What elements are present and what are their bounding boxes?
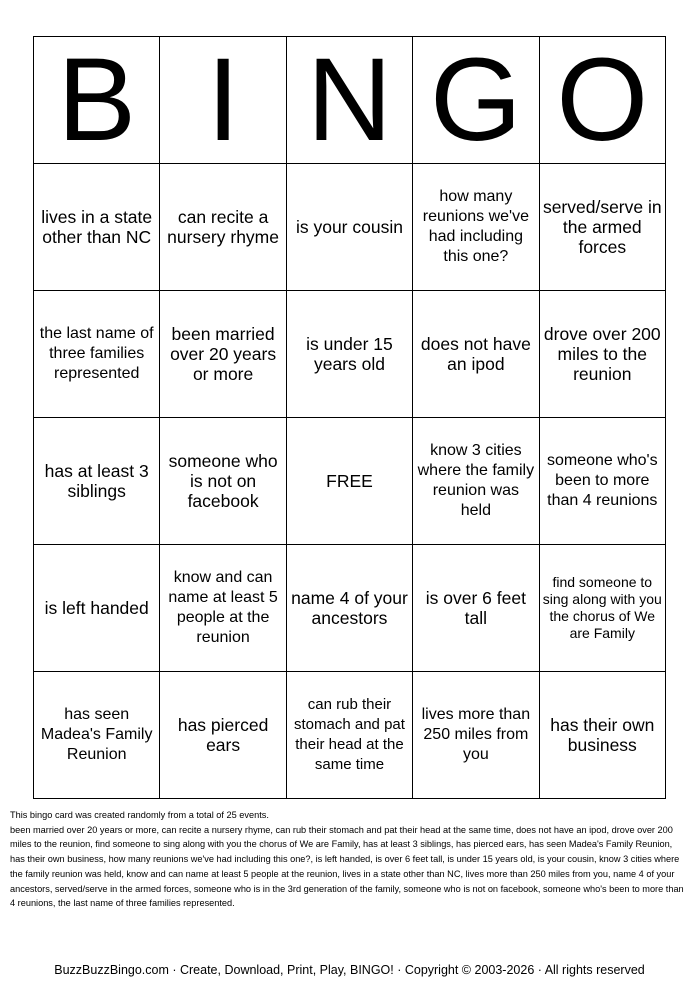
bingo-cell: has at least 3 siblings (34, 418, 160, 545)
free-space-cell: FREE (286, 418, 412, 545)
bingo-cell: served/serve in the armed forces (539, 164, 665, 291)
bingo-cell: has their own business (539, 672, 665, 799)
bingo-cell: has pierced ears (160, 672, 286, 799)
bingo-cell: name 4 of your ancestors (286, 545, 412, 672)
bingo-cell: know and can name at least 5 people at the reunion (160, 545, 286, 672)
bingo-cell: does not have an ipod (413, 291, 539, 418)
bingo-cell: someone who is not on facebook (160, 418, 286, 545)
card-description (10, 808, 689, 911)
bingo-cell: can recite a nursery rhyme (160, 164, 286, 291)
bingo-cell: someone who's been to more than 4 reunions (539, 418, 665, 545)
bingo-cell: how many reunions we've had including this one? (413, 164, 539, 291)
bingo-cell: is under 15 years old (286, 291, 412, 418)
bingo-cell: has seen Madea's Family Reunion (34, 672, 160, 799)
bingo-cell: lives in a state other than NC (34, 164, 160, 291)
header-letter-n: N (286, 37, 412, 164)
bingo-cell: know 3 cities where the family reunion was held (413, 418, 539, 545)
header-letter-o: O (539, 37, 665, 164)
bingo-row-4 (34, 545, 666, 672)
bingo-cell: is left handed (34, 545, 160, 672)
bingo-card (33, 36, 666, 799)
card-description-intro: This bingo card was created randomly from a total of 25 events. (10, 810, 269, 820)
header-letter-b: B (34, 37, 160, 164)
bingo-cell: drove over 200 miles to the reunion (539, 291, 665, 418)
bingo-cell: find someone to sing along with you the chorus of We are Family (539, 545, 665, 672)
bingo-cell: is your cousin (286, 164, 412, 291)
bingo-row-2 (34, 291, 666, 418)
bingo-row-3 (34, 418, 666, 545)
bingo-row-5 (34, 672, 666, 799)
footer-copyright: BuzzBuzzBingo.com · Create, Download, Print, Play, BINGO! · Copyright © 2003-2026 · All rights reserved (54, 963, 645, 977)
bingo-cell: been married over 20 years or more (160, 291, 286, 418)
bingo-row-1 (34, 164, 666, 291)
bingo-cell: can rub their stomach and pat their head at the same time (286, 672, 412, 799)
header-letter-i: I (160, 37, 286, 164)
card-event-list: been married over 20 years or more, can recite a nursery rhyme, can rub their stomach and pat their head at the same time, does not have an ipod, drove over 200 miles to the reunion, find someone to sing along with you the chorus of We are Family, has at least 3 siblings, has pierced ears, has seen Madea's Family Reunion, has their own business, how many reunions we've had including this one?, is left handed, is over 6 feet tall, is under 15 years old, is your cousin, know 3 cities where the family reunion was held, know and can name at least 5 people at the reunion, lives in a state other than NC, lives more than 250 miles from you, name 4 of your ancestors, served/serve in the armed forces, someone who is in the 3rd generation of the family, someone who is not on facebook, someone who's been to more than 4 reunions, the last name of three families represented. (10, 824, 684, 909)
bingo-cell: the last name of three families represented (34, 291, 160, 418)
bingo-cell: is over 6 feet tall (413, 545, 539, 672)
bingo-cell: lives more than 250 miles from you (413, 672, 539, 799)
header-letter-g: G (413, 37, 539, 164)
bingo-header-row (34, 37, 666, 164)
